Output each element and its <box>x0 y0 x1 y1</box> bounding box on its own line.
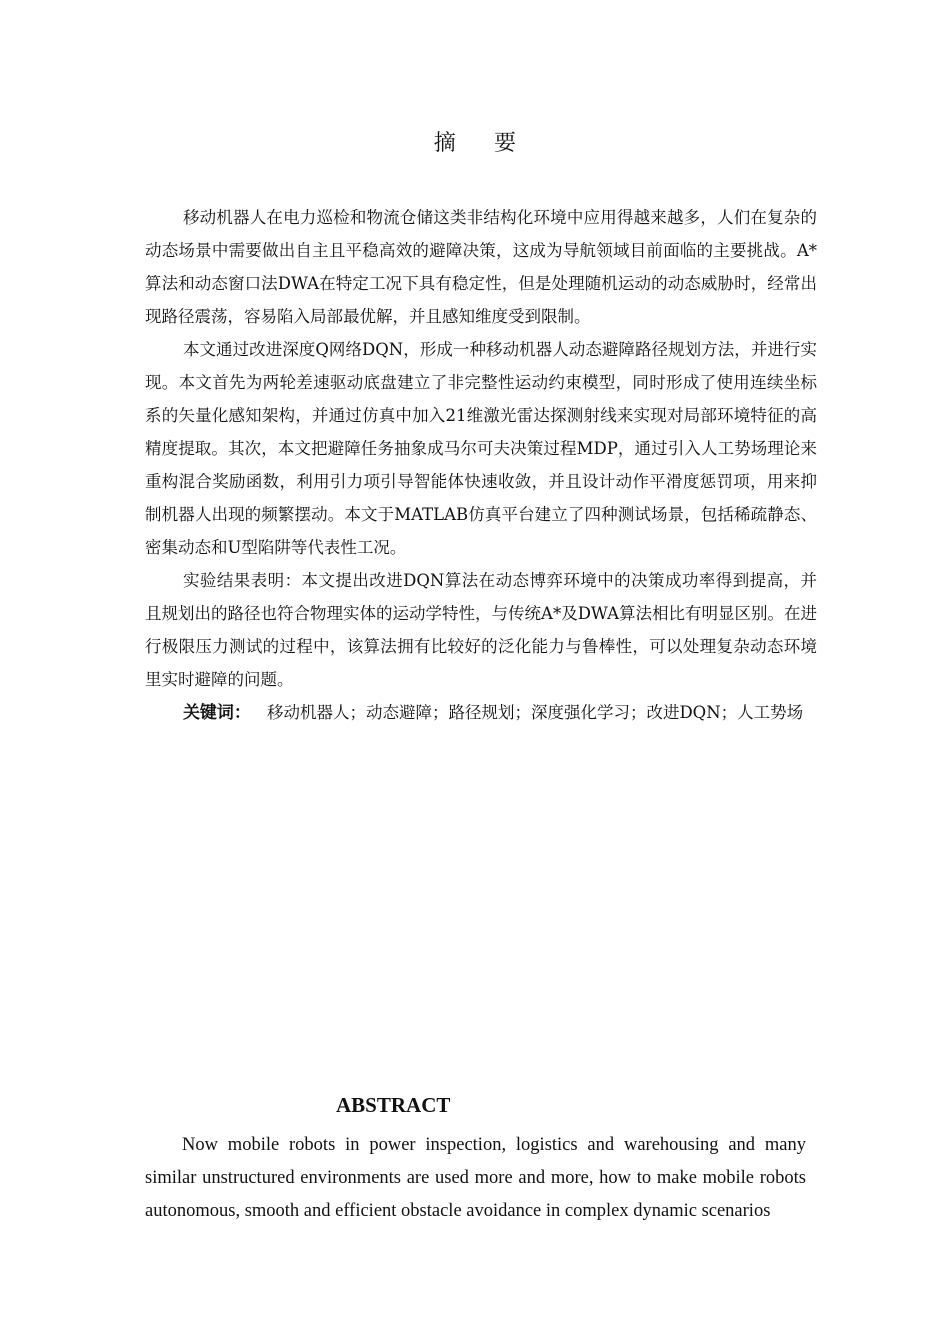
keywords-line <box>145 696 817 730</box>
chinese-abstract-title <box>0 126 950 157</box>
chinese-title-part1: 摘 <box>433 131 456 156</box>
keywords-text: 移动机器人；动态避障；路径规划；深度强化学习；改进DQN；人工势场 <box>266 703 804 722</box>
english-abstract-title: ABSTRACT <box>336 1093 451 1117</box>
chinese-paragraph-3: 实验结果表明：本文提出改进DQN算法在动态博弈环境中的决策成功率得到提高，并且规划出的路径也符合物理实体的运动学特性，与传统A*及DWA算法相比有明显区别。在进行极限压力测试的过程中，该算法拥有比较好的泛化能力与鲁棒性，可以处理复杂动态环境里实时避障的问题。 <box>145 571 817 689</box>
chinese-paragraph-1: 移动机器人在电力巡检和物流仓储这类非结构化环境中应用得越来越多，人们在复杂的动态场景中需要做出自主且平稳高效的避障决策，这成为导航领域目前面临的主要挑战。A*算法和动态窗口法DWA在特定工况下具有稳定性，但是处理随机运动的动态威胁时，经常出现路径震荡，容易陷入局部最优解，并且感知维度受到限制。 <box>145 208 817 326</box>
english-abstract-body <box>145 1129 806 1228</box>
keywords-label: 关键词： <box>182 703 251 723</box>
chinese-abstract-body <box>145 201 817 730</box>
chinese-title-part2: 要 <box>494 131 517 156</box>
english-paragraph-1: Now mobile robots in power inspection, logistics and warehousing and many similar unstructured environments are used more and more, how to make mobile robots autonomous, smooth and efficient obstacle avoidance in complex dynamic scenarios <box>145 1135 806 1221</box>
chinese-paragraph-2: 本文通过改进深度Q网络DQN，形成一种移动机器人动态避障路径规划方法，并进行实现。本文首先为两轮差速驱动底盘建立了非完整性运动约束模型，同时形成了使用连续坐标系的矢量化感知架构，并通过仿真中加入21维激光雷达探测射线来实现对局部环境特征的高精度提取。其次，本文把避障任务抽象成马尔可夫决策过程MDP，通过引入人工势场理论来重构混合奖励函数，利用引力项引导智能体快速收敛，并且设计动作平滑度惩罚项，用来抑制机器人出现的频繁摆动。本文于MATLAB仿真平台建立了四种测试场景，包括稀疏静态、密集动态和U型陷阱等代表性工况。 <box>145 340 817 557</box>
